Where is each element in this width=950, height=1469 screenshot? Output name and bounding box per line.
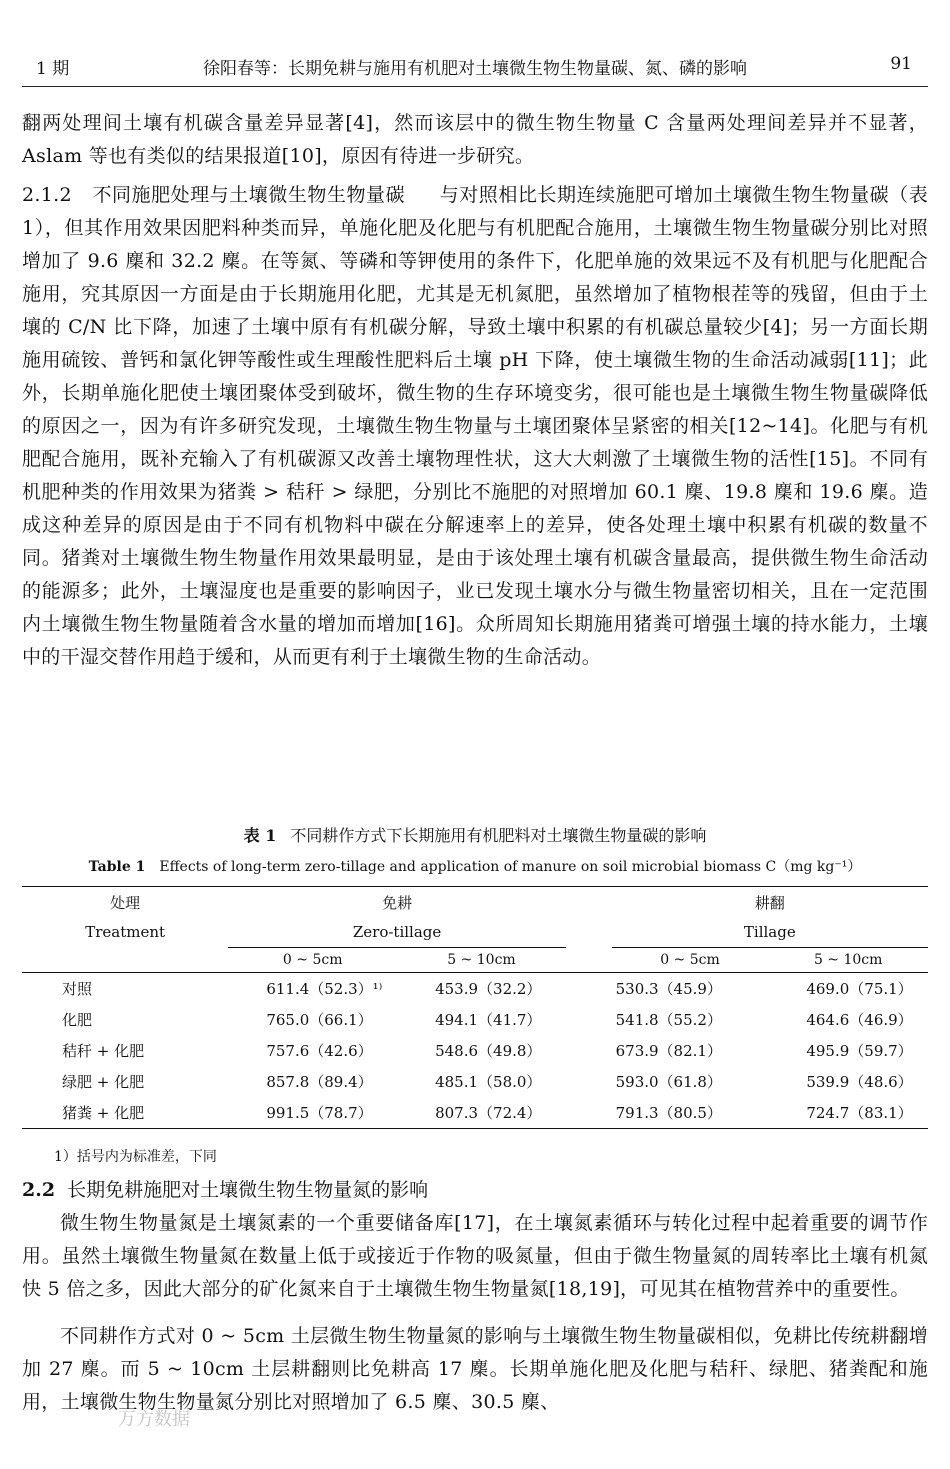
- section-title: 长期免耕施肥对土壤微生物生物量氮的影响: [67, 1179, 429, 1201]
- section-2-1-2: [22, 179, 928, 674]
- treatment-cell: 秸秆 + 化肥: [62, 1042, 145, 1060]
- value-cell: 611.4（52.3）¹⁾: [266, 980, 383, 998]
- table-caption-en: [0, 856, 950, 876]
- table-label-cn: 表 1: [243, 826, 277, 845]
- paragraph-text: 微生物生物量氮是土壤氮素的一个重要储备库[17]，在土壤氮素循环与转化过程中起着重要的调节作用。虽然土壤微生物量氮在数量上低于或接近于作物的吸氮量，但由于微生物量氮的周转率比土壤有机氮快 5 倍之多，因此大部分的矿化氮来自于土壤微生物生物量氮[18,19]，可见其在植物营养中的重要性。: [22, 1212, 928, 1300]
- table-row: [22, 1035, 928, 1066]
- issue-number: 1 期: [36, 59, 70, 79]
- results-table: [22, 886, 928, 1129]
- table-row: [22, 1066, 928, 1097]
- treatment-cell: 化肥: [62, 1011, 93, 1029]
- paragraph-text: 不同耕作方式对 0 ~ 5cm 土层微生物生物量氮的影响与土壤微生物生物量碳相似，免耕比传统耕翻增加 27 䴢。而 5 ~ 10cm 土层耕翻则比免耕高 17 䴢。长期单施化肥及化肥与秸秆、绿肥、猪粪配和施用，土壤微生物生物量氮分别比对照增加了 6.5 䴢、30.5 䴢、: [22, 1325, 928, 1413]
- header-depth: 5 ~ 10cm: [397, 948, 566, 973]
- header-zero-tillage-en: Zero-tillage: [228, 917, 566, 948]
- value-cell: 724.7（83.1）: [768, 1097, 928, 1129]
- page-number: 91: [890, 54, 912, 74]
- page-header: [22, 50, 928, 87]
- value-cell: 857.8（89.4）: [266, 1073, 373, 1091]
- table-footnote: 1）括号内为标准差，下同: [54, 1149, 217, 1165]
- value-cell: 807.3（72.4）: [397, 1097, 566, 1129]
- value-cell: 539.9（48.6）: [806, 1073, 913, 1091]
- value-cell: 791.3（80.5）: [612, 1097, 769, 1129]
- section-number: 2.2: [22, 1179, 56, 1201]
- paragraph-text: 翻两处理间土壤有机碳含量差异显著[4]，然而该层中的微生物生物量 C 含量两处理间差异并不显著，Aslam 等也有类似的结果报道[10]，原因有待进一步研究。: [22, 112, 928, 167]
- table-row: [22, 973, 928, 1005]
- treatment-cell: 猪粪 + 化肥: [22, 1097, 228, 1129]
- value-cell: 548.6（49.8）: [435, 1042, 542, 1060]
- value-cell: 593.0（61.8）: [615, 1073, 722, 1091]
- value-cell: 765.0（66.1）: [266, 1011, 373, 1029]
- value-cell: 991.5（78.7）: [228, 1097, 397, 1129]
- header-treatment-cn: 处理: [22, 887, 228, 918]
- section-2-2-heading: [22, 1175, 428, 1202]
- value-cell: 469.0（75.1）: [806, 980, 913, 998]
- header-tillage-en: Tillage: [612, 917, 928, 948]
- table-row: [22, 1097, 928, 1129]
- value-cell: 494.1（41.7）: [435, 1011, 542, 1029]
- value-cell: 495.9（59.7）: [806, 1042, 913, 1060]
- value-cell: 464.6（46.9）: [806, 1011, 913, 1029]
- treatment-cell: 绿肥 + 化肥: [62, 1073, 145, 1091]
- header-depth: 0 ~ 5cm: [228, 948, 397, 973]
- table-caption-cn: [0, 823, 950, 846]
- value-cell: 485.1（58.0）: [435, 1073, 542, 1091]
- watermark-text: 万方数据: [118, 1409, 190, 1430]
- header-zero-tillage-cn: 免耕: [228, 887, 566, 918]
- running-title: 徐阳春等：长期免耕与施用有机肥对土壤微生物生物量碳、氮、磷的影响: [203, 59, 747, 79]
- header-depth: 0 ~ 5cm: [612, 948, 769, 973]
- header-depth: 5 ~ 10cm: [768, 948, 928, 973]
- table-row: [22, 1004, 928, 1035]
- value-cell: 541.8（55.2）: [615, 1011, 722, 1029]
- section-number: 2.1.2: [22, 184, 72, 206]
- value-cell: 757.6（42.6）: [266, 1042, 373, 1060]
- section-text: 与对照相比长期连续施肥可增加土壤微生物生物量碳（表 1），但其作用效果因肥料种类而异，单施化肥及化肥与有机肥配合施用，土壤微生物生物量碳分别比对照增加了 9.6 䴢和 32.2 䴢。在等氮、等磷和等钾使用的条件下，化肥单施的效果远不及有机肥与化肥配合施用，究其原因一方面是由于长期施用化肥，尤其是无机氮肥，虽然增加了植物根茬等的残留，但由于土壤的 C/N 比下降，加速了土壤中原有有机碳分解，导致土壤中积累的有机碳总量较少[4]；另一方面长期施用硫铵、普钙和氯化钾等酸性或生理酸性肥料后土壤 pH 下降，使土壤微生物的生命活动减弱[11]；此外，长期单施化肥使土壤团聚体受到破坏，微生物的生存环境变劣，很可能也是土壤微生物生物量碳降低的原因之一，因为有许多研究发现，土壤微生物生物量与土壤团聚体呈紧密的相关[12~14]。化肥与有机肥配合施用，既补充输入了有机碳源又改善土壤物理性状，这大大刺激了土壤微生物的活性[15]。不同有机肥种类的作用效果为猪粪 > 秸秆 > 绿肥，分别比不施肥的对照增加 60.1 䴢、19.8 䴢和 19.6 䴢。造成这种差异的原因是由于不同有机物料中碳在分解速率上的差异，使各处理土壤中积累有机碳的数量不同。猪粪对土壤微生物生物量作用效果最明显，是由于该处理土壤有机碳含量最高，提供微生物生命活动的能源多；此外，土壤湿度也是重要的影响因子，业已发现土壤水分与微生物量密切相关，且在一定范围内土壤微生物生物量随着含水量的增加而增加[16]。众所周知长期施用猪粪可增强土壤的持水能力，土壤中的干湿交替作用趋于缓和，从而更有利于土壤微生物的生命活动。: [22, 184, 929, 668]
- table-label-en: Table 1: [88, 859, 146, 875]
- table-title-cn: 不同耕作方式下长期施用有机肥料对土壤微生物量碳的影响: [290, 826, 707, 845]
- value-cell: 530.3（45.9）: [615, 980, 722, 998]
- value-cell: 673.9（82.1）: [615, 1042, 722, 1060]
- paragraph-continued: [22, 107, 928, 173]
- header-treatment-en: Treatment: [85, 923, 166, 942]
- value-cell: 453.9（32.2）: [435, 980, 542, 998]
- section-title: 不同施肥处理与土壤微生物生物量碳: [92, 184, 406, 206]
- header-tillage-cn: 耕翻: [612, 887, 928, 918]
- treatment-cell: 对照: [62, 980, 93, 998]
- section-2-2-body: [22, 1207, 928, 1419]
- table-title-en: Effects of long-term zero-tillage and application of manure on soil microbial biomass C（mg kg⁻¹）: [159, 859, 862, 875]
